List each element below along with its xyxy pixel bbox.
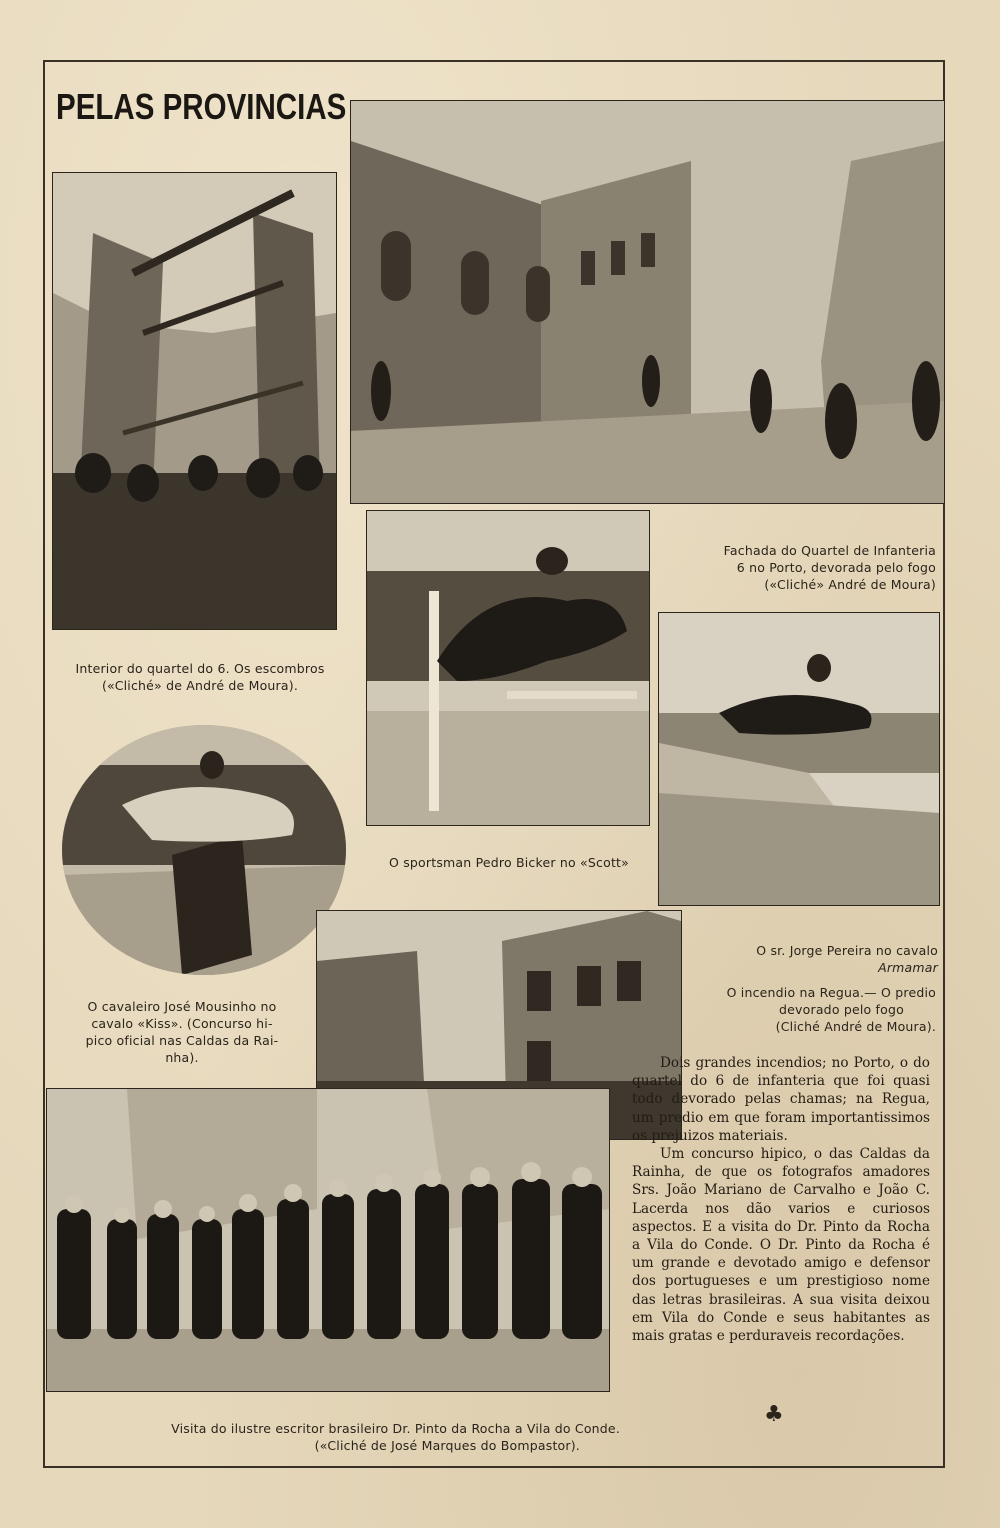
article-body [632,1054,930,1345]
caption-incendio-regua: O incendio na Regua.— O predio devorado pelo fogo (Cliché André de Moura). [726,985,936,1034]
article-paragraph-2: Um concurso hipico, o das Caldas da Rainha, de que os fotografos amadores Srs. João Mariano de Carvalho e João C. Lacerda nos dão varios e curiosos aspectos. E a visita do Dr. Pinto da Rocha a Vila do Conde. O Dr. Pinto da Rocha é um grande e devotado amigo e defensor dos portugueses e um prestigioso nome das letras brasileiras. A sua visita deixou em Vila do Conde e seus habitantes as mais gratas e perduraveis recordações. [632,1146,930,1345]
photo-jorge-pereira [658,612,940,906]
caption-pedro-bicker: O sportsman Pedro Bicker no «Scott» [388,855,629,870]
photo-interior-quartel [52,172,337,630]
caption-fachada: Fachada do Quartel de Infanteria 6 no Porto, devorada pelo fogo («Cliché» André de Moura) [723,543,936,592]
photo-jose-mousinho [62,725,346,975]
caption-interior: Interior do quartel do 6. Os escombros («Cliché» de André de Moura). [75,661,325,693]
photo-fachada-quartel [350,100,945,504]
photo-pedro-bicker [366,510,650,826]
article-paragraph-1: Dois grandes incendios; no Porto, o do quartel do 6 de infanteria que foi quasi todo devorado pelas chamas; na Regua, um predio em que foram importantissimos os prejuizos materiais. [632,1055,930,1144]
caption-visita: Visita do ilustre escritor brasileiro Dr. Pinto da Rocha a Vila do Conde. («Cliché de José Marques do Bompastor). [171,1421,620,1453]
caption-jorge-pereira: O sr. Jorge Pereira no cavalo Armamar [756,943,938,975]
page-title: PELAS PROVINCIAS [56,86,347,127]
photo-visita-vila-do-conde [46,1088,610,1392]
caption-jose-mousinho: O cavaleiro José Mousinho no cavalo «Kiss». (Concurso hi- pico oficial nas Caldas da Rai- nha). [85,999,279,1065]
club-ornament-icon: ♣ [764,1402,784,1427]
